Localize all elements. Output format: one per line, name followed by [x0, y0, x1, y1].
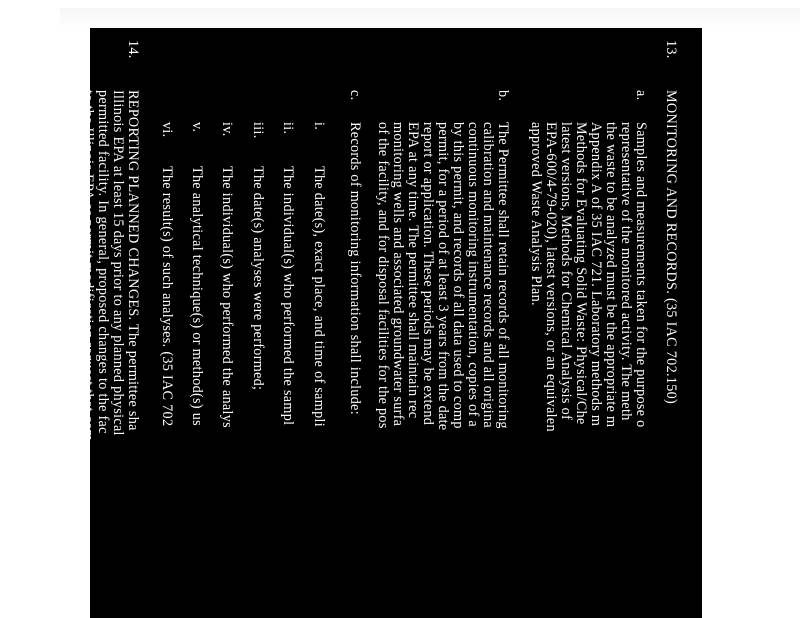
section-13-title: MONITORING AND RECORDS. (35 IAC 702.150) [663, 90, 679, 405]
section-13b-line: EPA at any time. The permittee shall maintain rec [405, 122, 421, 419]
section-13c-label: c. [347, 90, 363, 101]
section-13c-item-number: ii. [280, 122, 296, 135]
section-13c-intro: Records of monitoring information shall include: [347, 122, 363, 415]
section-13b-line: report or application. These periods may be extend [420, 122, 436, 426]
section-15-line: CONSTRUCTION CERTIFICATION. For a new hazardo [30, 90, 46, 434]
section-14-number: 14. [125, 40, 141, 59]
section-13b-label: b. [495, 90, 511, 102]
section-14-line: to the Illinois EPA as permit modification request that com [80, 90, 96, 441]
section-13c-item-text: The result(s) of such analyses. (35 IAC 702 [159, 166, 175, 427]
section-15-line: the permittee shall not commence treatment, storage or dis [15, 90, 31, 440]
rotated-document-text [0, 28, 702, 618]
section-13c-item-number: v. [189, 122, 205, 133]
section-13b-line: monitoring wells and associated groundwater surfa [390, 122, 406, 427]
section-13b-line: The Permittee shall retain records of all monitoring [495, 122, 511, 429]
section-13a-line: latest versions, Methods for Chemical Analysis of [558, 122, 574, 421]
section-13a-line: representative of the monitored activity. The meth [618, 122, 634, 421]
section-14-line: REPORTING PLANNED CHANGES. The permittee sha [125, 90, 141, 431]
section-13b-line: continuous monitoring instrumentation, copies of a [465, 122, 481, 428]
section-14-line: Illinois EPA at least 15 days prior to any planned physical [110, 90, 126, 436]
section-15-line: for a facility being modified the permittee shall not treat, s [0, 90, 16, 440]
section-13a-line: EPA-600/4-79-020), latest versions, or an equivalen [543, 122, 559, 432]
section-13c-item-number: iv. [219, 122, 235, 137]
section-13a-line: approved Waste Analysis Plan. [528, 122, 544, 306]
section-13b-line: calibration and maintenance records and all origina [480, 122, 496, 429]
section-13a-line: Samples and measurements taken for the purpose o [633, 122, 649, 428]
section-13c-item-text: The date(s), exact place, and time of sampli [311, 166, 327, 427]
section-13c-item-number: i. [311, 122, 327, 131]
section-13c-item-text: The individual(s) who performed the sampl [280, 166, 296, 426]
section-14-line: permitted facility. In general, proposed changes to the fac [95, 90, 111, 434]
section-13c-item-number: iii. [250, 122, 266, 139]
section-13b-line: by this permit, and records of all data used to comp [450, 122, 466, 429]
section-13c-item-text: The analytical technique(s) or method(s) us [189, 166, 205, 426]
section-13c-item-number: vi. [159, 122, 175, 138]
section-13a-line: Methods for Evaluating Solid Waste: Physical/Che [573, 122, 589, 425]
section-13c-item-text: The date(s) analyses were performed; [250, 166, 266, 391]
section-13b-line: of the facility, and for disposal facilities for the pos [375, 122, 391, 429]
section-13a-label: a. [633, 90, 649, 101]
scan-edge-shadow [60, 8, 800, 28]
section-14-line: 35 IAC 703.280. (35 IACs 702.152(a)) [65, 90, 81, 323]
section-13c-item-text: The individual(s) who performed the analys [219, 166, 235, 428]
scanned-page [0, 28, 702, 618]
section-15-number: 15. [30, 40, 46, 59]
section-13-number: 13. [663, 40, 679, 59]
section-13b-line: permit, for a period of at least 3 years from the date [435, 122, 451, 431]
section-13a-line: the waste to be analyzed must be the appropriate m [603, 122, 619, 428]
section-13a-line: Appendix A of 35 IAC 721. Laboratory methods m [588, 122, 604, 427]
